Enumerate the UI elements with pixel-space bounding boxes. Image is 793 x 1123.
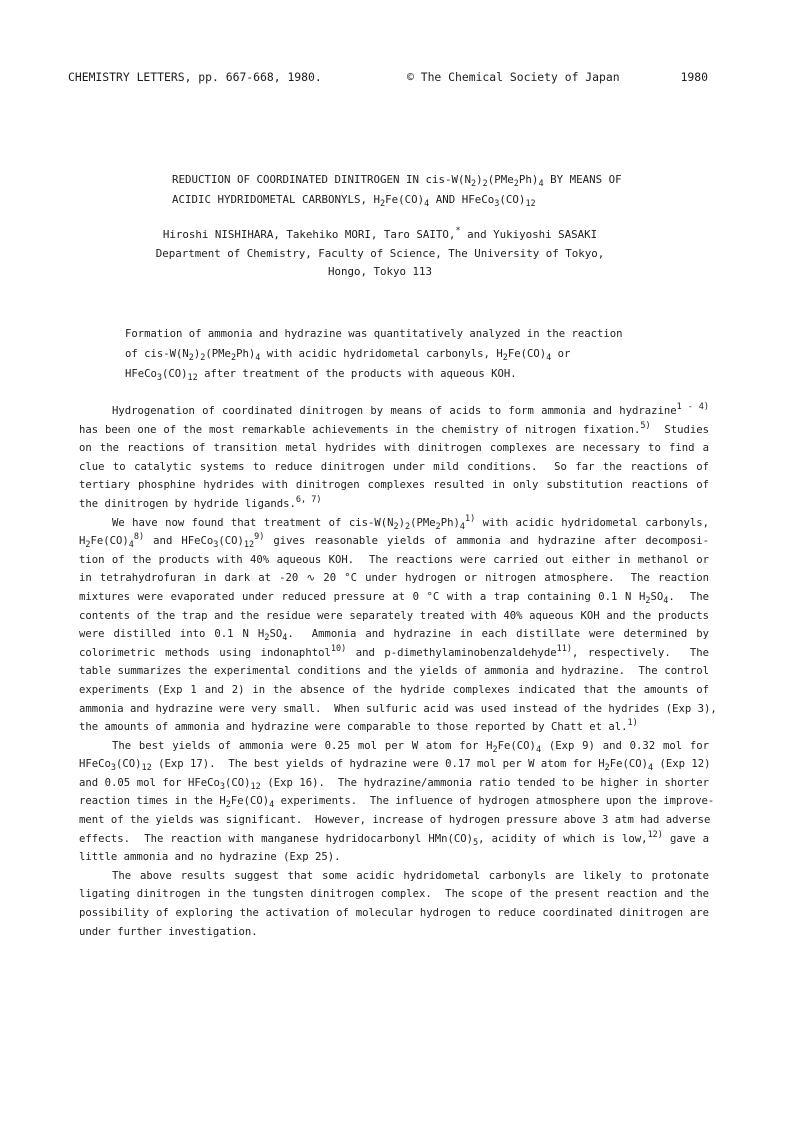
abstract-line-1: Formation of ammonia and hydrazine was quantitatively analyzed in the reaction [125, 328, 623, 340]
body-line: We have now found that treatment of cis-$W(N_2)_2(PMe_2Ph)_4^{1)}$ with acidic hydridometal carbonyls, [112, 513, 709, 532]
body-line: has been one of the most remarkable achievements in the chemistry of nitrogen fixation.$^{5)}$ Studies [79, 420, 709, 436]
body-line: $H_2Fe(CO)_4^{8)}$ and $HFeCo_3(CO)_{12}^{9)}$ gives reasonable yields of ammonia and hydrazine after decomposi- [79, 532, 709, 551]
copyright-notice: © The Chemical Society of Japan [407, 70, 620, 84]
body-line: table summarizes the experimental conditions and the yields of ammonia and hydrazine. The control [79, 665, 709, 678]
abstract-line-2: of cis-$W(N_2)_2(PMe_2Ph)_4$ with acidic hydridometal carbonyls, $H_2Fe(CO)_4$ or [125, 348, 571, 363]
author-names: Hiroshi NISHIHARA, Takehiko MORI, Taro SAITO,* and Yukiyoshi SASAKI [162, 226, 598, 241]
body-line: effects. The reaction with manganese hydridocarbonyl $HMn(CO)_5$, acidity of which is low,$^{12)}$ gave a [79, 829, 709, 848]
body-line: The above results suggest that some acidic hydridometal carbonyls are likely to protonate [112, 869, 709, 882]
body-line: tion of the products with 40% aqueous KOH. The reactions were carried out either in methanol or [79, 553, 709, 566]
body-line: in tetrahydrofuran in dark at -20 ∿ 20 °C under hydrogen or nitrogen atmosphere. The reaction [79, 572, 709, 585]
body-line: $HFeCo_3(CO)_{12}$ (Exp 17). The best yields of hydrazine were 0.17 mol per W atom for $H_2Fe(CO)_4$ (Exp 12) [79, 758, 711, 774]
author-block [150, 226, 610, 282]
title-line-2: ACIDIC HYDRIDOMETAL CARBONYLS, $H_2Fe(CO)_4$ AND $HFeCo_3(CO)_{12}$ [172, 193, 536, 209]
body-line: experiments (Exp 1 and 2) in the absence of the hydride complexes indicated that the amounts of [79, 683, 709, 696]
running-header [68, 70, 708, 88]
paper-title [172, 170, 622, 210]
body-line: possibility of exploring the activation of molecular hydrogen to reduce coordinated dinitrogen are [79, 907, 709, 920]
body-line: clue to catalytic systems to reduce dinitrogen under mild conditions. So far the reactions of [79, 460, 709, 473]
abstract [125, 324, 622, 384]
body-line: on the reactions of transition metal hydrides with dinitrogen complexes are necessary to find a [79, 442, 709, 455]
body-line: reaction times in the $H_2Fe(CO)_4$ experiments. The influence of hydrogen atmosphere upon the improve- [79, 795, 715, 811]
body-line: ligating dinitrogen in the tungsten dinitrogen complex. The scope of the present reaction and the [79, 888, 709, 901]
body-line: under further investigation. [79, 925, 258, 938]
affiliation-line-2: Hongo, Tokyo 113 [327, 265, 432, 278]
body-line: The best yields of ammonia were 0.25 mol per W atom for $H_2Fe(CO)_4$ (Exp 9) and 0.32 mol for [112, 739, 710, 755]
abstract-line-3: $HFeCo_3(CO)_{12}$ after treatment of the products with aqueous KOH. [125, 368, 517, 383]
journal-citation: CHEMISTRY LETTERS, pp. 667-668, 1980. [68, 70, 322, 84]
body-line: the dinitrogen by hydride ligands.$^{6, 7)}$ [79, 494, 322, 510]
body-line: tertiary phosphine hydrides with dinitrogen complexes resulted in only substitution reactions of [79, 479, 709, 492]
body-line: were distilled into 0.1 N $H_2SO_4$. Ammonia and hydrazine in each distillate were determined by [79, 628, 709, 644]
body-line: and 0.05 mol for $HFeCo_3(CO)_{12}$ (Exp 16). The hydrazine/ammonia ratio tended to be higher in shorter [79, 776, 709, 792]
body-line: ment of the yields was significant. However, increase of hydrogen pressure above 3 atm had adverse [79, 814, 711, 827]
body-line: ammonia and hydrazine were very small. When sulfuric acid was used instead of the hydrides (Exp 3), [79, 702, 717, 715]
title-line-1: REDUCTION OF COORDINATED DINITROGEN IN cis-$W(N_2)_2(PMe_2Ph)_4$ BY MEANS OF [172, 173, 622, 189]
body-line: mixtures were evaporated under reduced pressure at 0 °C with a trap containing 0.1 N $H_2SO_4$. The [79, 590, 709, 606]
body-line: little ammonia and no hydrazine (Exp 25). [79, 851, 341, 864]
body-line: the amounts of ammonia and hydrazine were comparable to those reported by Chatt et al.$^{1)}$ [79, 718, 638, 734]
body-line: colorimetric methods using indonaphtol$^{10)}$ and p-dimethylaminobenzaldehyde$^{11)}$, respectively. The [79, 643, 709, 659]
body-line: contents of the trap and the residue were separately treated with 40% aqueous KOH and the products [79, 609, 709, 622]
body-text [79, 402, 717, 941]
affiliation-line-1: Department of Chemistry, Faculty of Science, The University of Tokyo, [155, 246, 605, 260]
body-line: Hydrogenation of coordinated dinitrogen by means of acids to form ammonia and hydrazine$^{1 - 4)}$ [112, 402, 709, 417]
header-year: 1980 [680, 70, 708, 84]
